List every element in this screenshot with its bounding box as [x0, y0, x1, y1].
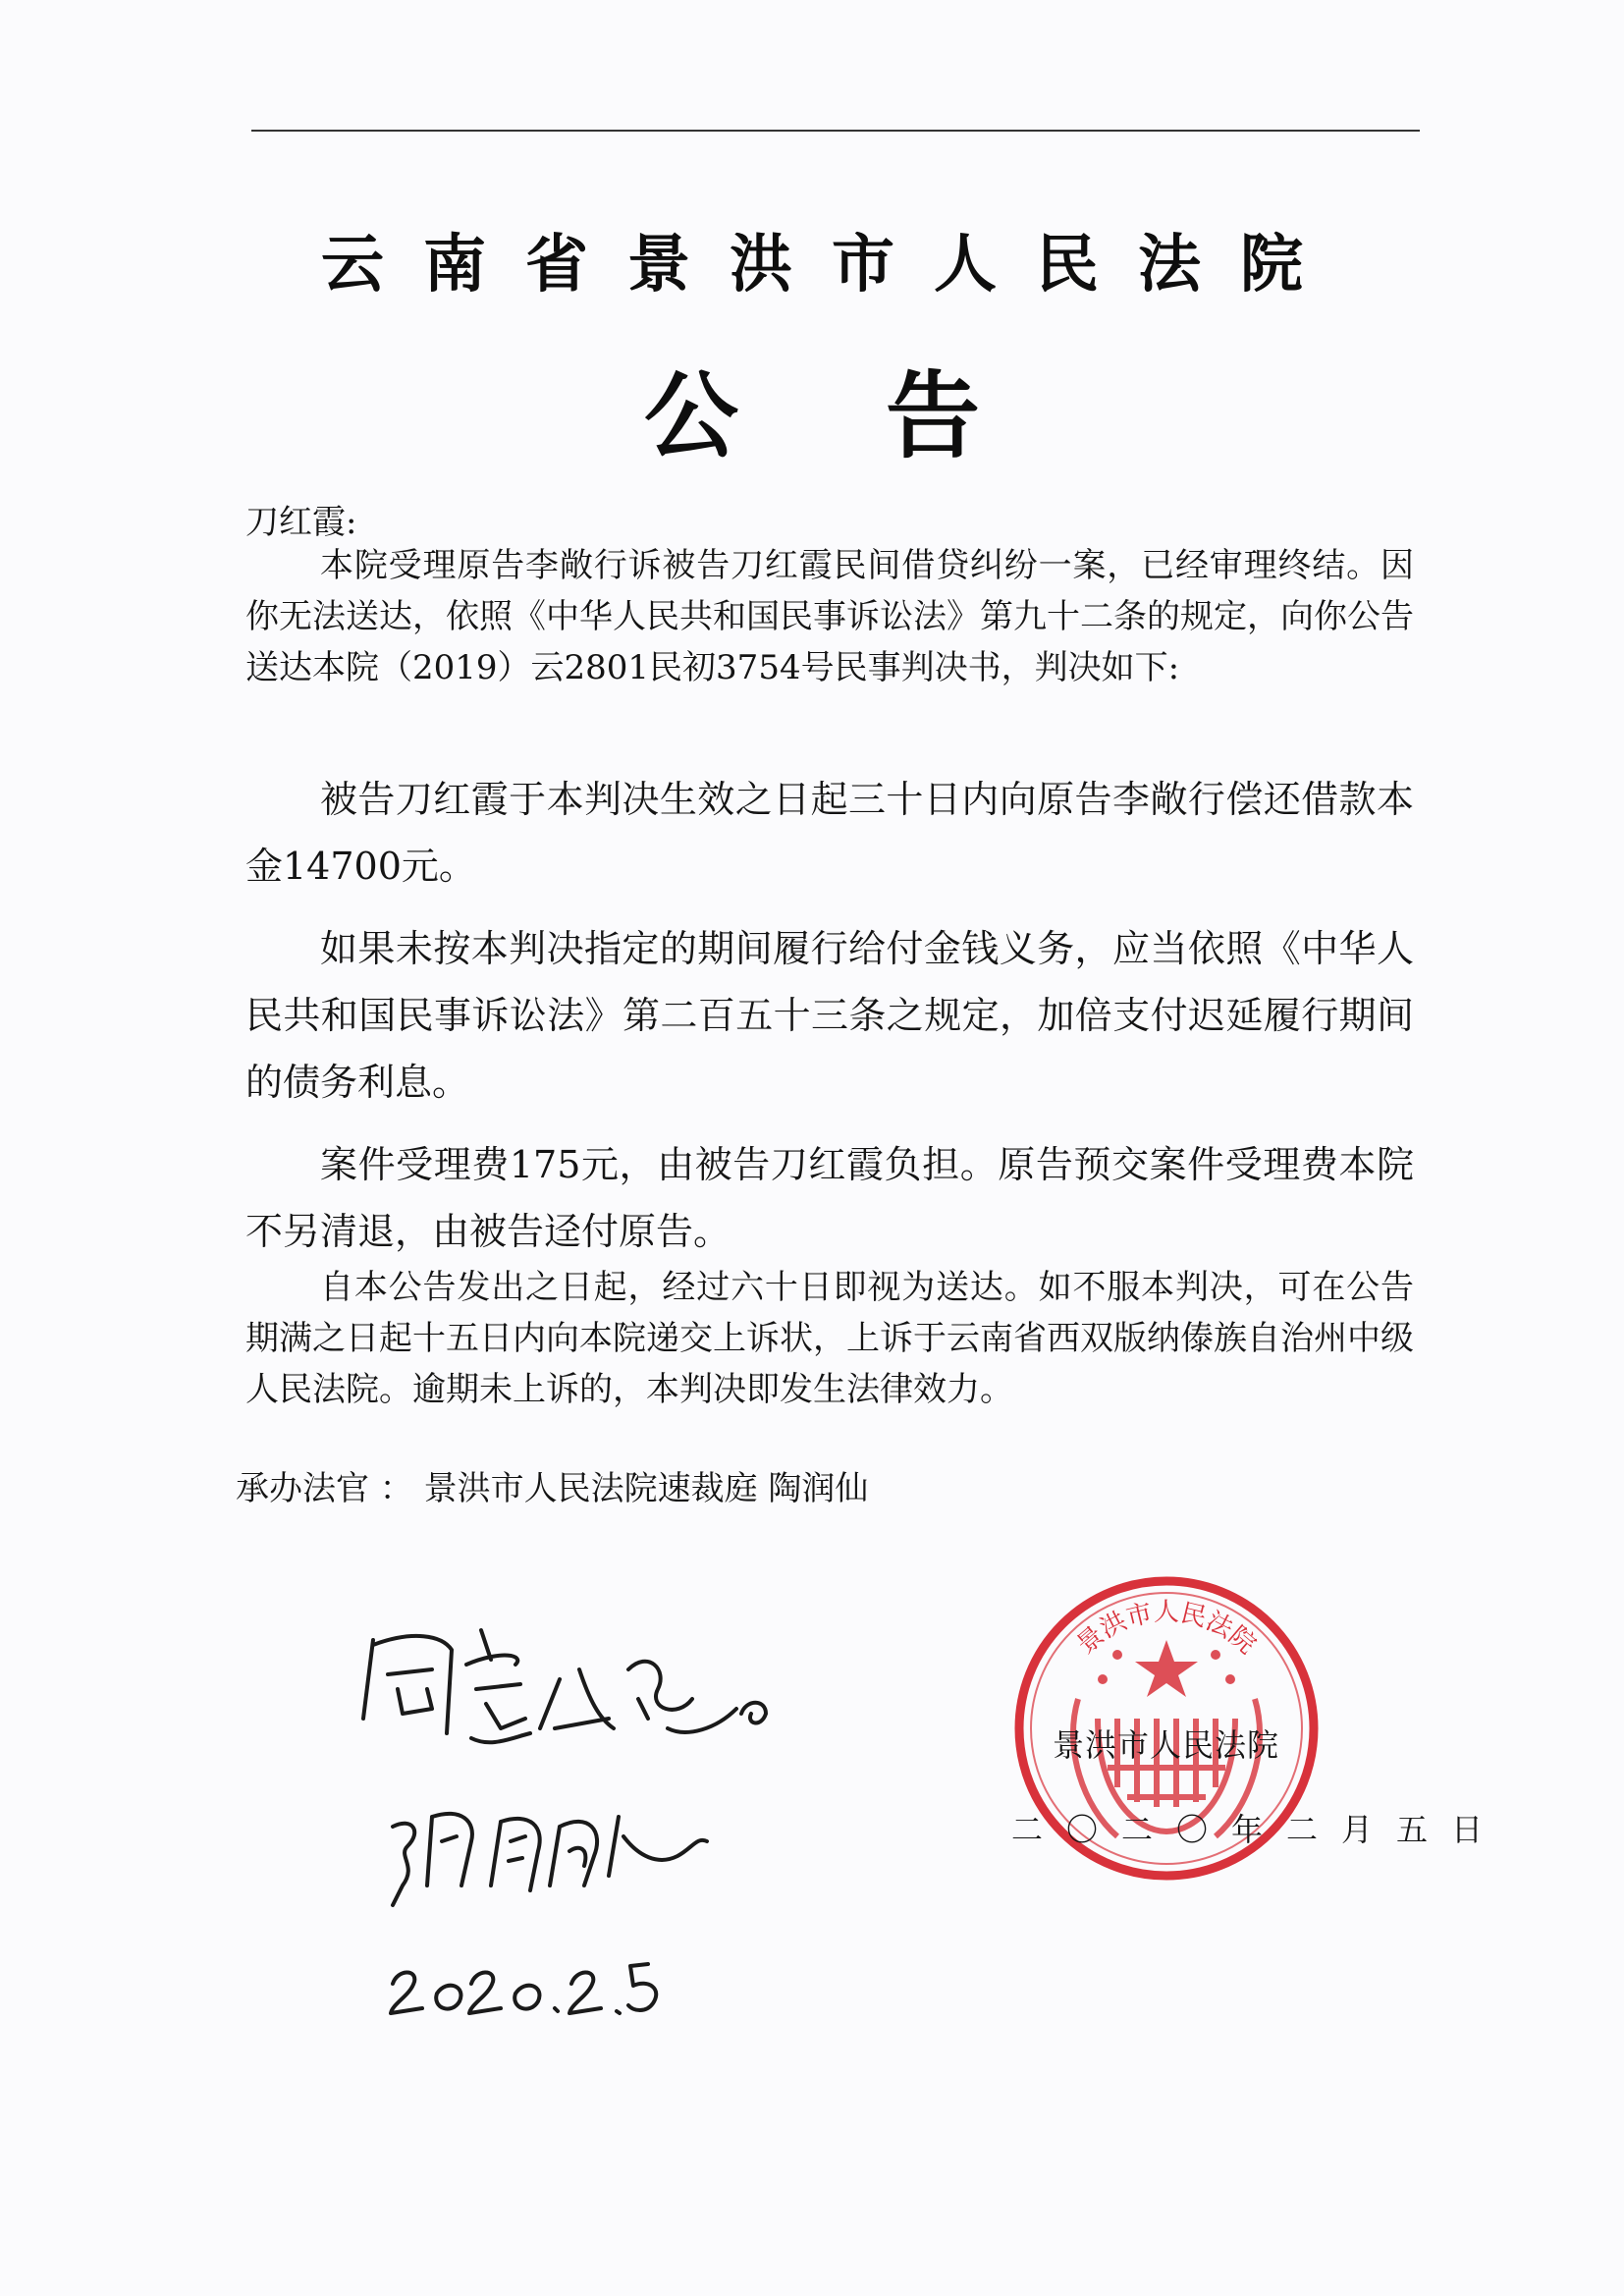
judgment-item-2: 如果未按本判决指定的期间履行给付金钱义务，应当依照《中华人民共和国民事诉讼法》第二百五十三条之规定，加倍支付迟延履行期间的债务利息。 [245, 927, 1414, 1104]
footer-court-name: 景洪市人民法院 [1053, 1726, 1280, 1764]
judgment-item-1: 被告刀红霞于本判决生效之日起三十日内向原告李敞行偿还借款本金14700元。 [245, 778, 1414, 888]
handwritten-signatures [353, 1591, 825, 2052]
footer-date: 二〇二〇年二月五日 [1011, 1811, 1507, 1848]
intro-paragraph: 本院受理原告李敞行诉被告刀红霞民间借贷纠纷一案，已经审理终结。因你无法送达，依照《中华人民共和国民事诉讼法》第九十二条的规定，向你公告送达本院（2019）云2801民初3754号民事判决书，判决如下: [245, 546, 1414, 687]
document-title: 公告 [644, 361, 1127, 471]
addressee: 刀红霞: [245, 503, 357, 542]
service-notice-paragraph: 自本公告发出之日起，经过六十日即视为送达。如不服本判决，可在公告期满之日起十五日内向本院递交上诉状，上诉于云南省西双版纳傣族自治州中级人民法院。逾期未上诉的，本判决即发生法律效力。 [245, 1268, 1414, 1409]
court-name-heading: 云南省景洪市人民法院 [321, 229, 1342, 301]
presiding-judge-line: 承办法官 ： 景洪市人民法院速裁庭 陶润仙 [236, 1469, 869, 1508]
judgment-item-3: 案件受理费175元，由被告刀红霞负担。原告预交案件受理费本院不另清退，由被告迳付原告。 [245, 1143, 1414, 1253]
top-rule [251, 130, 1420, 132]
seal-ring-text: 景洪市人民法院 [1071, 1598, 1262, 1661]
